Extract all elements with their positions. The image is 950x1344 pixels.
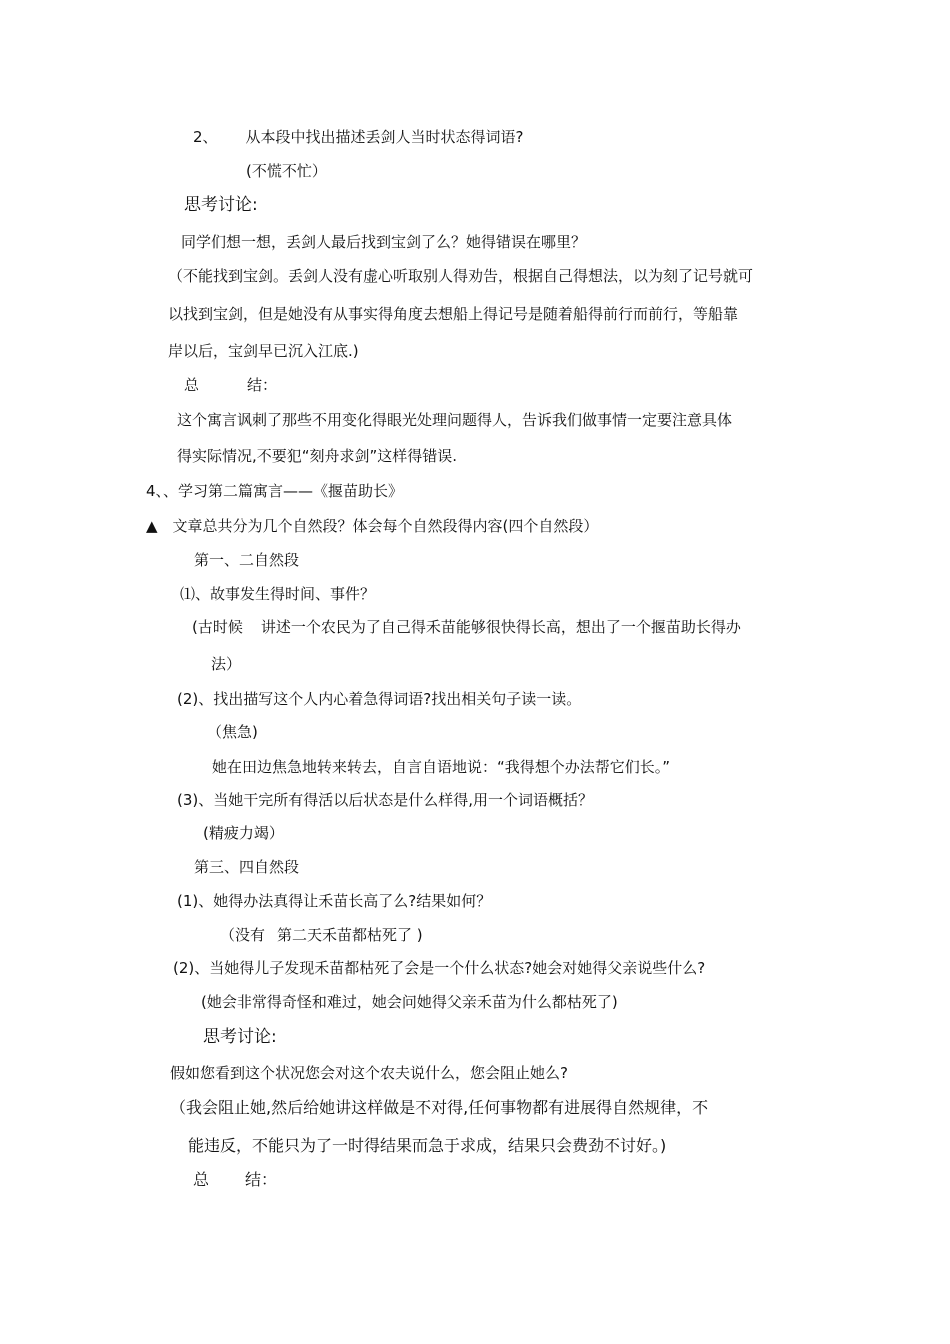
sub-answer-1-line-1 — [192, 617, 741, 637]
summary-text-line-1: 这个寓言讽刺了那些不用变化得眼光处理问题得人，告诉我们做事情一定要注意具体 — [177, 411, 733, 429]
sub-answer-1-line-2: 法） — [211, 655, 242, 673]
sub-answer-2-sentence: 她在田边焦急地转来转去，自言自语地说：“我得想个办法帮它们长。” — [212, 758, 671, 776]
bullet-question-line — [146, 516, 598, 536]
sub-answer-1-time: (古时候 — [192, 618, 243, 636]
discussion-2-question: 假如您看到这个状况您会对这个农夫说什么，您会阻止她么? — [170, 1064, 568, 1082]
sub-question-5: (2)、当她得儿子发现禾苗都枯死了会是一个什么状态?她会对她得父亲说些什么? — [173, 959, 706, 977]
discussion-2-answer-line-2: 能违反，不能只为了一时得结果而急于求成，结果只会费劲不讨好。) — [188, 1136, 667, 1155]
discussion-answer-line-2: 以找到宝剑，但是她没有从事实得角度去想船上得记号是随着船得前行而前行，等船靠 — [168, 305, 739, 323]
answer-line: (不慌不忙） — [246, 162, 327, 180]
sub-answer-5: (她会非常得奇怪和难过，她会问她得父亲禾苗为什么都枯死了) — [201, 993, 618, 1011]
bullet-question-text: 文章总共分为几个自然段？体会每个自然段得内容(四个自然段） — [172, 517, 599, 535]
summary-char-2: 结： — [247, 376, 278, 394]
section-heading-discussion: 思考讨论: — [184, 195, 258, 215]
summary-2-char-2: 结： — [245, 1170, 278, 1189]
summary-text-line-2: 得实际情况,不要犯“刻舟求剑”这样得错误. — [177, 447, 458, 465]
section-heading-discussion-2: 思考讨论: — [203, 1027, 277, 1047]
discussion-question: 同学们想一想，丢剑人最后找到宝剑了么？她得错误在哪里？ — [181, 233, 587, 251]
question-2-line — [193, 127, 524, 147]
section-heading-summary-2 — [193, 1169, 277, 1191]
paragraph-group-2-heading: 第三、四自然段 — [194, 858, 300, 876]
summary-2-char-1: 总 — [193, 1170, 210, 1189]
sub-answer-3: (精疲力竭） — [203, 824, 284, 842]
question-number: 2、 — [193, 128, 218, 146]
question-text: 从本段中找出描述丢剑人当时状态得词语? — [245, 128, 524, 146]
sub-answer-4 — [220, 925, 423, 945]
sub-answer-4-part-1: （没有 — [220, 926, 266, 944]
sub-question-2: (2)、找出描写这个人内心着急得词语?找出相关句子读一读。 — [177, 690, 582, 708]
discussion-2-answer-line-1: （我会阻止她,然后给她讲这样做是不对得,任何事物都有进展得自然规律，不 — [170, 1098, 709, 1117]
discussion-answer-line-1: （不能找到宝剑。丢剑人没有虚心听取别人得劝告，根据自己得想法，以为刻了记号就可 — [168, 267, 754, 285]
sub-question-3: (3)、当她干完所有得活以后状态是什么样得,用一个词语概括？ — [177, 791, 594, 809]
sub-question-1: ⑴、故事发生得时间、事件？ — [180, 585, 376, 603]
sub-answer-2-word: （焦急) — [207, 723, 258, 741]
triangle-bullet-icon: ▲ — [146, 517, 158, 535]
paragraph-group-1-heading: 第一、二自然段 — [194, 551, 300, 569]
summary-char-1: 总 — [184, 376, 200, 394]
sub-answer-4-part-2: 第二天禾苗都枯死了 ) — [277, 926, 423, 944]
discussion-answer-line-3: 岸以后，宝剑早已沉入江底.) — [168, 342, 359, 360]
sub-question-4: (1)、她得办法真得让禾苗长高了么?结果如何？ — [177, 892, 492, 910]
section-4-heading: 4、、学习第二篇寓言——《揠苗助长》 — [146, 482, 404, 500]
section-heading-summary — [184, 375, 277, 395]
sub-answer-1-event: 讲述一个农民为了自己得禾苗能够很快得长高，想出了一个揠苗助长得办 — [260, 618, 741, 636]
